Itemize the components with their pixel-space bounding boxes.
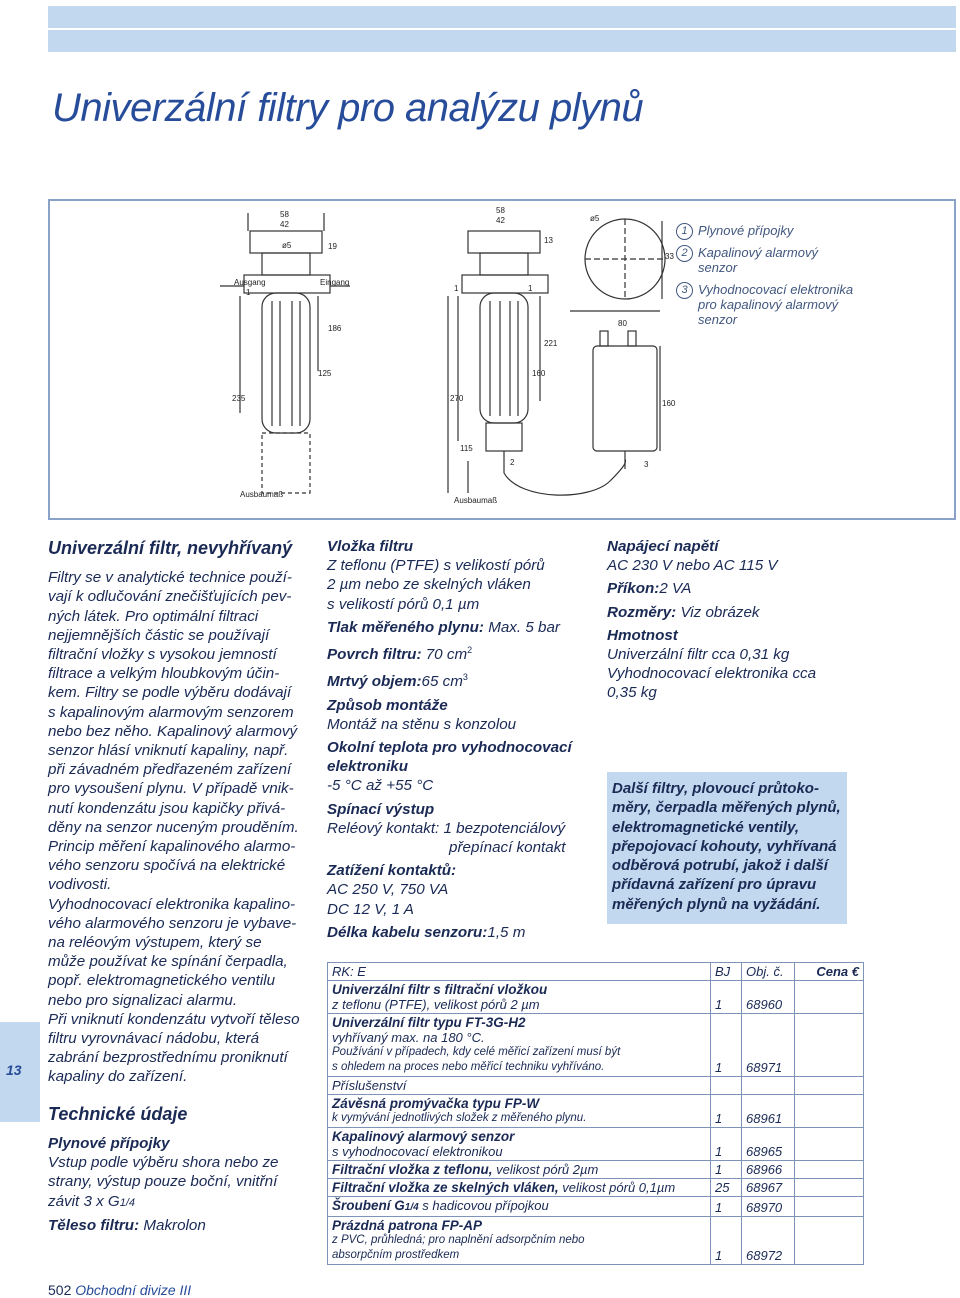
table-row <box>328 1197 864 1217</box>
figure-legend <box>676 223 856 334</box>
legend-text: Plynové přípojky <box>698 223 794 238</box>
product-price <box>795 1095 864 1128</box>
dim-13: 13 <box>544 236 553 245</box>
dim-42b: 42 <box>496 216 505 225</box>
table-row <box>328 1217 864 1265</box>
description-line: Princip měření kapalinového alarmo- <box>48 838 296 856</box>
product-bj: 1 <box>711 1128 742 1161</box>
filter-insert-line: Z teflonu (PTFE) s velikostí pórů <box>327 557 545 575</box>
header-rk: RK: E <box>328 963 711 981</box>
description-line: nutí kondenzátu jsou kapičky přivá- <box>48 799 286 817</box>
legend-number: 1 <box>676 223 693 240</box>
surface-value: 70 cm <box>421 646 468 664</box>
table-row <box>328 1179 864 1197</box>
filter-insert-line: s velikostí pórů 0,1 µm <box>327 595 480 613</box>
product-order-no: 68971 <box>742 1014 795 1077</box>
contact-load-label: Zatížení kontaktů: <box>327 862 457 880</box>
description-line: na reléovým výstupem, který se <box>48 934 262 952</box>
product-desc: s vyhodnocovací elektronikou <box>332 1144 503 1159</box>
product-price <box>795 1128 864 1161</box>
dimensions-label: Rozměry: <box>607 603 677 621</box>
description-line: vého alarmového senzoru je vybave- <box>48 914 297 932</box>
legend-number: 2 <box>676 245 693 262</box>
product-title: Filtrační vložka z teflonu, <box>332 1162 493 1177</box>
section-heading-unheated: Univerzální filtr, nevyhřívaný <box>48 538 293 558</box>
cable-length-value: 1,5 m <box>487 923 526 941</box>
description-line: vého senzoru spočívá na elektrické <box>48 857 286 875</box>
table-row <box>328 1095 864 1128</box>
pressure-value: Max. 5 bar <box>483 618 560 636</box>
product-order-no: 68972 <box>742 1217 795 1265</box>
product-bj: 1 <box>711 1095 742 1128</box>
description-line: pro vysoušení plynu. V případě vnik- <box>48 780 294 798</box>
table-header-row <box>328 963 864 981</box>
legend-number: 3 <box>676 282 693 299</box>
chapter-tab <box>0 1022 40 1122</box>
marker-2: 2 <box>510 458 515 467</box>
legend-item <box>676 223 856 238</box>
supply-voltage-label: Napájecí napětí <box>607 538 719 555</box>
order-table <box>327 962 864 1265</box>
label-ausbaumass-1: Ausbaumaß <box>240 490 284 499</box>
description-line: ných látek. Pro optimální filtraci <box>48 607 259 625</box>
product-title: Prázdná patrona FP-AP <box>332 1218 483 1233</box>
description-line: filtru vyrovnávací nádobu, která <box>48 1030 260 1048</box>
dim-5b: ø5 <box>590 214 600 223</box>
filter-body-label: Těleso filtru: <box>48 1216 140 1234</box>
product-bj: 1 <box>711 1014 742 1077</box>
header-price: Cena <box>816 964 849 979</box>
dim-58a: 58 <box>280 210 289 219</box>
legend-text: Vyhodnocovací elektronika pro kapalinový alarmový senzor <box>698 282 854 327</box>
supply-voltage-value: AC 230 V nebo AC 115 V <box>607 557 778 575</box>
dim-186: 186 <box>328 324 342 333</box>
description-line: zabrání bezprostřednímu proniknutí <box>48 1049 288 1067</box>
surface-sup: 2 <box>467 645 473 656</box>
marker-1b: 1 <box>454 284 459 293</box>
contact-load-line: DC 12 V, 1 A <box>327 900 414 918</box>
weight-line: Univerzální filtr cca 0,31 kg <box>607 646 790 664</box>
page-title: Univerzální filtry pro analýzu plynů <box>52 86 644 130</box>
product-note: absorpčním prostředkem <box>332 1249 460 1261</box>
pressure-label: Tlak měřeného plynu: <box>327 618 484 636</box>
info-box-line: přídavná zařízení pro úpravu <box>612 876 817 894</box>
product-order-no: 68966 <box>742 1161 795 1179</box>
table-row <box>328 1014 864 1077</box>
info-box-line: přepojovací kohouty, vyhřívaná <box>612 837 837 855</box>
chapter-number: 13 <box>6 1062 22 1078</box>
gas-connections-line: závit 3 x G <box>48 1192 120 1210</box>
header-band-top <box>48 6 956 28</box>
product-order-no: 68970 <box>742 1197 795 1217</box>
marker-1a: 1 <box>246 288 251 297</box>
description-line: s kapalinovým alarmovým senzorem <box>48 703 294 721</box>
product-order-no: 68965 <box>742 1128 795 1161</box>
filter-body-value: Makrolon <box>139 1216 206 1234</box>
power-label: Příkon: <box>607 580 660 598</box>
dim-19: 19 <box>328 242 337 251</box>
legend-item <box>676 282 856 327</box>
filter-insert-label: Vložka filtru <box>327 538 414 555</box>
product-price <box>795 1014 864 1077</box>
header-band-bottom <box>48 30 956 52</box>
product-desc: velikost pórů 2µm <box>492 1162 599 1177</box>
description-line: nebo pro signalizaci alarmu. <box>48 991 238 1009</box>
product-title: Závěsná promývačka typu FP-W <box>332 1096 540 1111</box>
mounting-value: Montáž na stěnu s konzolou <box>327 715 517 733</box>
dim-125: 125 <box>318 369 332 378</box>
legend-text: Kapalinový alarmový senzor <box>698 245 818 275</box>
dim-80: 80 <box>618 319 627 328</box>
product-bj: 1 <box>711 1161 742 1179</box>
product-price <box>795 1161 864 1179</box>
product-desc: velikost pórů 0,1µm <box>558 1180 676 1195</box>
page-footer <box>48 1282 191 1298</box>
product-desc: vyhřívaný max. na 180 °C. <box>332 1030 485 1045</box>
thread-fraction: 1/4 <box>119 1196 136 1209</box>
gas-connections-line: strany, výstup pouze boční, vnitřní <box>48 1173 278 1191</box>
table-row <box>328 1128 864 1161</box>
info-box-line: Další filtry, plovoucí průtoko- <box>612 780 819 797</box>
dead-volume-sup: 3 <box>462 672 468 683</box>
product-bj: 25 <box>711 1179 742 1197</box>
description-line: Při vniknutí kondenzátu vytvoří těleso <box>48 1010 300 1028</box>
gas-connections-label: Plynové přípojky <box>48 1134 170 1152</box>
dead-volume-label: Mrtvý objem: <box>327 673 422 691</box>
info-box-line: elektromagnetické ventily, <box>612 818 800 836</box>
dim-58b: 58 <box>496 206 505 215</box>
dim-115: 115 <box>460 444 473 453</box>
info-box-more-products <box>607 772 847 924</box>
table-section-row <box>328 1077 864 1095</box>
dimensions-value: Viz obrázek <box>676 603 760 621</box>
product-note: s ohledem na proces nebo měřicí techniku vyhříváno. <box>332 1061 605 1073</box>
product-desc: s hadicovou přípojkou <box>418 1198 549 1213</box>
product-price <box>795 1179 864 1197</box>
section-heading-technical: Technické údaje <box>48 1103 188 1124</box>
product-note: Používání v případech, kdy celé měřicí zařízení musí být <box>332 1046 621 1058</box>
switching-output-line: Reléový kontakt: 1 bezpotenciálový <box>327 819 566 837</box>
description-line: nebo bez něho. Kapalinový alarmový <box>48 722 298 740</box>
switching-output-line: přepínací kontakt <box>449 838 566 856</box>
label-ausbaumass-2: Ausbaumaß <box>454 496 498 505</box>
description-line: filtrační vložky s vysokou jemností <box>48 646 277 664</box>
product-price <box>795 981 864 1014</box>
description-line: popř. elektromagnetického ventilu <box>48 972 276 990</box>
label-eingang: Eingang <box>320 278 350 287</box>
dim-42a: 42 <box>280 220 289 229</box>
switching-output-label: Spínací výstup <box>327 800 435 818</box>
dim-5a: ø5 <box>282 241 292 250</box>
product-note: k vymývání jednotlivých složek z měřeného plynu. <box>332 1112 587 1124</box>
column-specs <box>327 537 597 942</box>
description-line: vodivosti. <box>48 876 112 894</box>
division-name: Obchodní divize III <box>75 1282 192 1298</box>
column-electrical <box>607 537 867 703</box>
column-description <box>48 539 316 1235</box>
product-title: Šroubení G <box>332 1198 405 1213</box>
mounting-label: Způsob montáže <box>327 696 448 714</box>
product-title: Univerzální filtr s filtrační vložkou <box>332 982 548 997</box>
marker-1c: 1 <box>528 284 533 293</box>
description-line: kapaliny do zařízení. <box>48 1068 188 1086</box>
header-order-no: Obj. č. <box>742 963 795 981</box>
ambient-temp-label-2: elektroniku <box>327 758 409 776</box>
product-bj: 1 <box>711 1217 742 1265</box>
weight-line: 0,35 kg <box>607 684 657 702</box>
legend-item <box>676 245 856 275</box>
product-order-no: 68960 <box>742 981 795 1014</box>
product-bj: 1 <box>711 1197 742 1217</box>
ambient-temp-value: -5 °C až +55 °C <box>327 777 434 795</box>
dim-235: 235 <box>232 394 246 403</box>
weight-line: Vyhodnocovací elektronika cca <box>607 665 817 683</box>
description-line: senzor hlásí vniknutí kapaliny, např. <box>48 742 289 760</box>
filter-insert-line: 2 µm nebo ze skelných vláken <box>327 576 531 594</box>
surface-label: Povrch filtru: <box>327 646 422 664</box>
description-text <box>48 568 316 1086</box>
dim-270: 270 <box>450 394 464 403</box>
product-price <box>795 1197 864 1217</box>
product-order-no: 68967 <box>742 1179 795 1197</box>
header-bj: BJ <box>711 963 742 981</box>
info-box-line: odběrová potrubí, jakož i další <box>612 857 828 875</box>
table-row <box>328 1161 864 1179</box>
ambient-temp-label: Okolní teplota pro vyhodnocovací <box>327 738 572 756</box>
table-row <box>328 981 864 1014</box>
dead-volume-value: 65 cm <box>421 673 463 691</box>
description-line: Filtry se v analytické technice použí- <box>48 569 292 587</box>
marker-3: 3 <box>644 460 649 469</box>
label-ausgang: Ausgang <box>234 278 266 287</box>
dim-221: 221 <box>544 339 558 348</box>
info-box-line: měry, čerpadla měřených plynů, <box>612 799 841 817</box>
description-line: při závadném předřazeném zařízení <box>48 761 292 779</box>
product-order-no: 68961 <box>742 1095 795 1128</box>
product-bj: 1 <box>711 981 742 1014</box>
power-value: 2 VA <box>659 580 692 598</box>
dim-160b: 160 <box>662 399 676 408</box>
dim-33: 33 <box>665 252 674 261</box>
description-line: děny na senzor nuceným prouděním. <box>48 818 299 836</box>
product-title: Filtrační vložka ze skelných vláken, <box>332 1180 559 1195</box>
description-line: Vyhodnocovací elektronika kapalino- <box>48 895 296 913</box>
description-line: může používat ke spínání čerpadla, <box>48 953 288 971</box>
cable-length-label: Délka kabelu senzoru: <box>327 923 488 941</box>
description-line: nejjemnějších částic se používají <box>48 626 270 644</box>
info-box-line: měřených plynů na vyžádání. <box>612 895 821 913</box>
weight-label: Hmotnost <box>607 626 678 644</box>
product-note: z PVC, průhledná; pro naplnění adsorpčním nebo <box>332 1234 585 1246</box>
product-title: Univerzální filtr typu FT-3G-H2 <box>332 1015 526 1030</box>
description-line: vají k odlučování znečišťujících pev- <box>48 588 292 606</box>
section-accessories: Příslušenství <box>328 1077 711 1095</box>
dim-160a: 160 <box>532 369 546 378</box>
contact-load-line: AC 250 V, 750 VA <box>327 881 449 899</box>
product-price <box>795 1217 864 1265</box>
gas-connections-line: Vstup podle výběru shora nebo ze <box>48 1154 279 1172</box>
product-desc: z teflonu (PTFE), velikost pórů 2 µm <box>332 997 540 1012</box>
description-line: filtrace a velkým hloubkovým účin- <box>48 665 280 683</box>
page-number: 502 <box>48 1282 72 1298</box>
description-line: kem. Filtry se podle výběru dodávají <box>48 684 292 702</box>
euro-icon: € <box>851 964 859 979</box>
product-title: Kapalinový alarmový senzor <box>332 1129 515 1144</box>
product-fraction: 1/4 <box>404 1202 419 1213</box>
